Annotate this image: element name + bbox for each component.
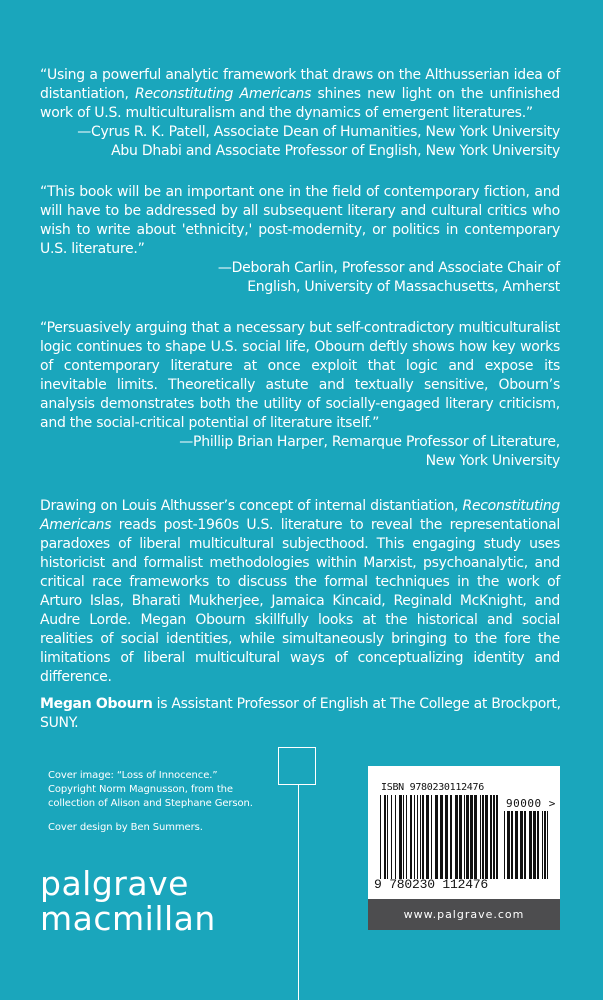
barcode-bar xyxy=(406,795,407,879)
price-code: 90000 > xyxy=(506,797,556,810)
barcode-bar xyxy=(380,795,381,879)
cover-image-credit: Cover image: “Loss of Innocence.” Copyright Norm Magnusson, from the collection of Alison and Stephane Gerson. xyxy=(48,770,253,809)
barcode-bar xyxy=(504,811,505,879)
barcode-bar xyxy=(395,795,396,879)
book-summary: Drawing on Louis Althusser’s concept of internal distantiation, Reconstituting Americans reads post-1960s U.S. literature to reveal the representational paradoxes of liberal multicultural subjecthood. This engaging study uses historicist and formalist methodologies within Marxist, psychoanalytic, and critical race frameworks to discuss the formal techniques in the work of Arturo Islas, Bharati Mukherjee, Jamaica Kincaid, Reginald McKnight, and Audre Lorde. Megan Obourn skillfully looks at the historical and social realities of social identities, while simultaneously bringing to the fore the limitations of liberal multicultural ways of conceptualizing identity and difference. xyxy=(40,498,560,685)
barcode-bar xyxy=(547,811,548,879)
barcode-bar xyxy=(490,795,492,879)
barcode-bar xyxy=(459,795,462,879)
endorsement-attribution: —Phillip Brian Harper, Remarque Professor of Literature, New York University xyxy=(179,434,560,469)
barcode-bar xyxy=(466,795,469,879)
endorsement-patell xyxy=(40,66,560,161)
logo-line-macmillan: macmillan xyxy=(40,899,216,938)
logo-line-palgrave: palgrave xyxy=(40,864,189,903)
cover-credits xyxy=(48,769,263,845)
barcode-bar xyxy=(529,811,532,879)
author-name: Megan Obourn xyxy=(40,696,153,712)
barcode-bar xyxy=(431,795,432,879)
barcode-bar xyxy=(480,795,481,879)
barcode-bar xyxy=(470,795,473,879)
barcode-bar xyxy=(507,811,510,879)
book-title: Reconstituting Americans xyxy=(40,498,560,533)
barcode-bar xyxy=(455,795,458,879)
isbn-label: ISBN 9780230112476 xyxy=(381,782,484,793)
book-title: Reconstituting Americans xyxy=(135,86,312,102)
endorsement-harper xyxy=(40,319,560,471)
barcode-bar xyxy=(533,811,536,879)
barcode-bar xyxy=(464,795,465,879)
barcode-bar xyxy=(414,795,415,879)
barcode-bar xyxy=(422,795,424,879)
barcode-bar xyxy=(544,811,546,879)
barcode-bar xyxy=(420,795,421,879)
barcode-bar xyxy=(515,811,518,879)
endorsement-carlin xyxy=(40,183,560,297)
isbn-digits: 9 780230 112476 xyxy=(374,877,489,892)
barcode-bar xyxy=(435,795,438,879)
author-bio: Megan Obourn is Assistant Professor of English at The College at Brockport, SUNY. xyxy=(40,696,561,731)
barcode-bar xyxy=(493,795,495,879)
cover-design-credit: Cover design by Ben Summers. xyxy=(48,822,203,833)
barcode-bar xyxy=(482,795,484,879)
barcode-bar xyxy=(485,795,488,879)
barcode-bar xyxy=(537,811,539,879)
barcode-bar xyxy=(399,795,402,879)
barcode-bar xyxy=(387,795,388,879)
barcode-bar xyxy=(520,811,523,879)
barcode-bar xyxy=(445,795,448,879)
addon-barcode-icon xyxy=(504,811,548,879)
barcode-bar xyxy=(426,795,429,879)
barcode-bar xyxy=(511,811,513,879)
barcode-bar xyxy=(410,795,412,879)
barcode-bar xyxy=(496,795,498,879)
barcode-bar xyxy=(440,795,443,879)
barcode-bar xyxy=(474,795,477,879)
endorsement-text: “Using a powerful analytic framework that draws on the Althusserian idea of distantiation, Reconstituting Americans shines new light on the unfinished work of U.S. multiculturalism and the dynamics of emergent literatures.” xyxy=(40,67,560,121)
barcode-box xyxy=(368,766,560,930)
endorsement-text: “This book will be an important one in the field of contemporary fiction, and will have to be addressed by all subsequent literary and cultural critics who wish to write about 'ethnicity,' post-modernity, or politics in contemporary U.S. literature.” xyxy=(40,184,560,257)
barcode-bar xyxy=(542,811,543,879)
barcode-bar xyxy=(417,795,418,879)
endorsement-attribution: —Deborah Carlin, Professor and Associate Chair of English, University of Massachusetts, Amherst xyxy=(217,260,560,295)
barcode-bar xyxy=(524,811,526,879)
emblem-square-icon xyxy=(278,747,316,785)
barcode-bar xyxy=(384,795,386,879)
endorsements xyxy=(40,66,560,493)
emblem-line xyxy=(298,760,299,1000)
barcode-icon xyxy=(380,795,498,879)
barcode-bar xyxy=(403,795,404,879)
publisher-logo xyxy=(40,866,216,936)
endorsement-text: “Persuasively arguing that a necessary but self-contradictory multiculturalist logic continues to shape U.S. social life, Obourn deftly shows how key works of contemporary literature at once exploit that logic and expose its inevitable limits. Theoretically astute and textually sensitive, Obourn’s analysis demonstrates both the utility of socially-engaged literary criticism, and the social-critical potential of literature itself.” xyxy=(40,320,560,431)
endorsement-attribution: —Cyrus R. K. Patell, Associate Dean of Humanities, New York University Abu Dhabi and Associate Professor of English, New York University xyxy=(77,124,560,159)
barcode-bar xyxy=(450,795,452,879)
publisher-website: www.palgrave.com xyxy=(368,899,560,930)
barcode-bar xyxy=(391,795,392,879)
